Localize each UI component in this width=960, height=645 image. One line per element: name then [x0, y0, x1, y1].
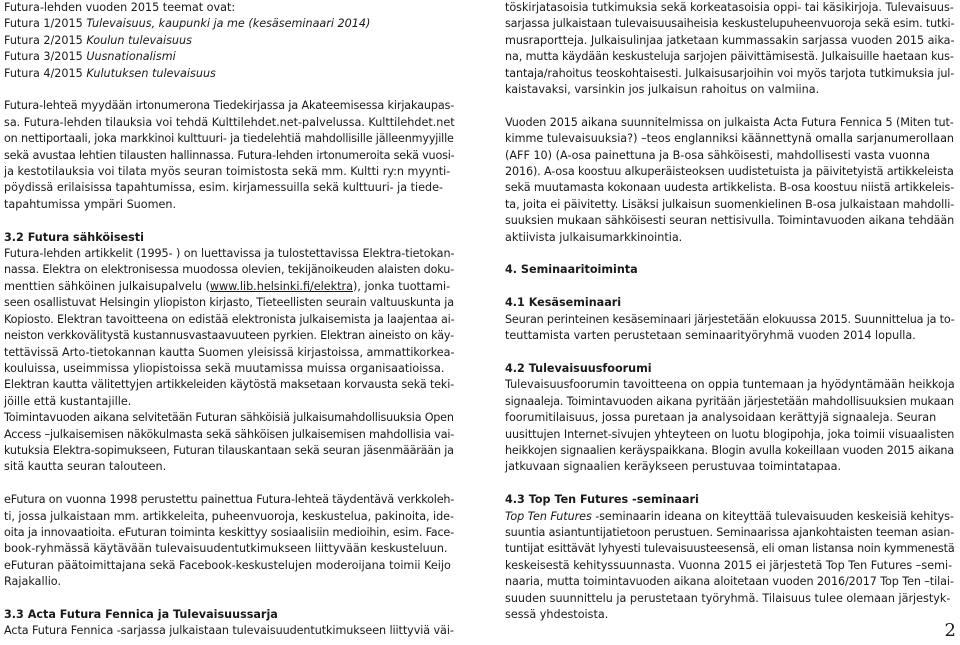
acta-paragraph [505, 115, 955, 246]
text-line: ti, jossa julkaistaan mm. artikkeleita, puheenvuoroja, keskustelua, pakinoita, ide- [4, 509, 454, 523]
text-line: tettävissä Arto-tietokannan kautta Suomen yleisissä kirjastoissa, ammattikorkea- [4, 345, 455, 359]
text-line [505, 509, 955, 525]
text-line: suuksien mukaan sähköisesti seuran nettisivulla. Toimintavuoden aikana tehdään [505, 214, 955, 228]
event-name: Top Ten Futures [505, 509, 592, 523]
text-line: tapahtumissa ympäri Suomen. [4, 197, 177, 211]
issue-number: Futura 2/2015 [4, 33, 87, 47]
text-line: naaria, mutta toimintavuoden aikana aloitetaan vuoden 2016/2017 Top Ten –tilai- [505, 575, 954, 589]
left-column [4, 0, 455, 640]
text-line: Futura-lehteä myydään irtonumerona Tiedekirjassa ja Akateemisessa kirjakaupas- [4, 99, 455, 113]
text-line: on nettiportaali, joka markkinoi kulttuuri- ja tiedelehtiä mahdollisille jälleenmyyjille [4, 132, 454, 146]
section-heading-3-2: 3.2 Futura sähköisesti [4, 230, 144, 244]
themes-heading: Futura-lehden vuoden 2015 teemat ovat: [4, 1, 236, 14]
text-line: aktiivista julkaisumarkkinointia. [505, 230, 683, 244]
text-line: foorumitilaisuus, jossa puretaan ja analysoidaan kerättyjä signaaleja. Seuran [505, 411, 937, 425]
text-line: na, mutta käydään keskusteluja sarjojen päivittämisestä. Julkaisuille haetaan kus- [505, 50, 954, 64]
text-line [4, 279, 455, 295]
text-line: Futura-lehden artikkelit (1995- ) on luettavissa ja tulostettavissa Elektra-tietokan- [4, 247, 455, 261]
text-line: Rajakallio. [4, 575, 62, 589]
section-heading-4-1: 4.1 Kesäseminaari [505, 296, 622, 310]
issue-item [4, 66, 455, 82]
right-column [505, 0, 955, 623]
text-line: sekä avustaa lehtien tilausten hallinnassa. Futura-lehden irtonumeroita sekä vuosi- [4, 148, 455, 162]
text-line: jöille että kustantajille. [4, 394, 132, 408]
text-line: ja kestotilauksia voi tilata myös seuran toimistosta sekä mm. Kultti ry:n myynti- [4, 165, 451, 179]
top-ten-paragraph [505, 509, 955, 624]
elektra-link[interactable]: www.lib.helsinki.fi/elektra [209, 279, 353, 293]
series-paragraph [505, 0, 955, 98]
text-line: suuntia asiantuntijatietoon perustuen. Seminaarissa ajankohtaisten teeman asian- [505, 525, 955, 539]
text-line: sa. Futura-lehden tilauksia voi tehdä Kulttilehdet.net-palvelussa. Kulttilehdet.net [4, 115, 455, 129]
text-line: töskirjatasoisia tutkimuksia sekä korkeatasoisia oppi- tai käsikirjoja. Tulevaisuus- [505, 1, 954, 14]
text-line: sarjassa julkaistaan tulevaisuusaiheisia keskustelupuheenvuoroja sekä esim. tutki- [505, 17, 955, 31]
text-line: Access –julkaisemisen näkökulmasta sekä sähköisen julkaisemisen mahdollisia vai- [4, 427, 455, 441]
text-span: -seminaarin ideana on kiteyttää tulevaisuuden keskeisiä kehitys- [591, 509, 954, 523]
text-line: sekä muutamasta kokonaan uudesta artikkelista. B-osa koostuu niistä artikkeleis- [505, 181, 955, 195]
issue-item [4, 49, 455, 65]
text-line: book-ryhmässä käytävään tulevaisuudentutkimukseen liittyvään keskusteluun. [4, 542, 448, 556]
text-line: Tulevaisuusfoorumin tavoitteena on oppia tuntemaan ja hyödyntämään heikkoja [505, 378, 955, 392]
text-line: Acta Futura Fennica -sarjassa julkaistaan tulevaisuudentutkimukseen liittyviä väi- [4, 624, 454, 638]
section-heading-4-2: 4.2 Tulevaisuusfoorumi [505, 361, 652, 375]
section-heading-3-3: 3.3 Acta Futura Fennica ja Tulevaisuussarja [4, 607, 278, 621]
text-line: kimme tulevaisuuksia?) –teos englanniksi käännettynä omalla sarjanumerollaan [505, 132, 955, 146]
text-line: oita ja innovaatioita. eFuturan toiminta keskittyy sosiaalisiin medioihin, esim. Face- [4, 525, 454, 539]
text-line: jatkuvaan signaalien keräykseen perustuvaa toimintatapaa. [505, 460, 842, 474]
text-line: signaaleja. Toimintavuoden aikana pyritään järjestetään mahdollisuuksien mukaan [505, 394, 954, 408]
text-line: Kopiosto. Elektran tavoitteena on edistää elektronista julkaisemista ja laajentaa ai- [4, 312, 455, 326]
text-line: keskeisestä kehityssuunnasta. Vuonna 2015 ei järjestetä Top Ten Futures –semi- [505, 558, 953, 572]
page-number: 2 [944, 620, 956, 641]
elektra-paragraph [4, 246, 455, 476]
text-line: Elektran kautta välitettyjen artikkeleiden käytöstä maksetaan korvausta sekä teki- [4, 378, 455, 392]
text-line: Vuoden 2015 aikana suunnitelmissa on julkaista Acta Futura Fennica 5 (Miten tut- [505, 115, 954, 129]
text-line: eFuturan päätoimittajana sekä Facebook-keskustelujen moderoijana toimii Keijo [4, 558, 451, 572]
text-line: kutuksia Elektra-sopimukseen, Futuran tilauskantaan sekä seuran jäsenmäärään ja [4, 443, 454, 457]
text-line: musraportteja. Julkaisulinjaa jatketaan kummassakin sarjassa vuoden 2015 aika- [505, 33, 955, 47]
text-line: sessä yhdestoista. [505, 607, 609, 621]
summer-seminar-paragraph [505, 312, 955, 345]
issue-theme: Tulevaisuus, kaupunki ja me (kesäseminaari 2014) [86, 17, 371, 31]
text-line: suuden suunnittelu ja perustetaan työryhmä. Tilaisuus tulee olemaan järjestyk- [505, 591, 951, 605]
text-line: pöydissä erilaisissa tapahtumissa, esim. kirjamessuilla sekä kulttuuri- ja tiede- [4, 181, 444, 195]
section-heading-4: 4. Seminaaritoiminta [505, 263, 638, 277]
text-line: eFutura on vuonna 1998 perustettu painettua Futura-lehteä täydentävä verkkoleh- [4, 493, 455, 507]
text-line: sitä kautta seuran talouteen. [4, 460, 167, 474]
text-line: (AFF 10) (A-osa painettuna ja B-osa sähköisesti, mahdollisesti vasta vuonna [505, 148, 930, 162]
text-line: ta, joita ei päivitetty. Lisäksi julkaisun suomenkielinen B-osa julkaistaan mahdolli- [505, 197, 955, 211]
issue-number: Futura 1/2015 [4, 17, 87, 31]
text-line: Toimintavuoden aikana selvitetään Futuran sähköisiä julkaisumahdollisuuksia Open [4, 411, 454, 425]
sales-paragraph [4, 98, 455, 213]
issue-item [4, 33, 455, 49]
section-heading-4-3: 4.3 Top Ten Futures -seminaari [505, 493, 699, 507]
text-line: heikkojen signaalien keräyspaikkana. Blogin avulla kokeillaan vuoden 2015 aikana [505, 443, 955, 457]
efutura-paragraph [4, 492, 455, 590]
issue-number: Futura 3/2015 [4, 50, 87, 64]
issue-theme: Kulutuksen tulevaisuus [86, 66, 216, 80]
issue-item [4, 16, 455, 32]
issue-number: Futura 4/2015 [4, 66, 87, 80]
issue-theme: Koulun tulevaisuus [86, 33, 192, 47]
text-line: kouluissa, useimmissa yliopistoissa sekä muutamissa muissa organisaatioissa. [4, 361, 445, 375]
text-line: kaistavaksi, varsinkin jos julkaisun rahoitus on valmiina. [505, 83, 820, 97]
text-line: tuntijat esittävät lyhyesti tulevaisuusteesensä, eli oman listansa noin kymmenestä [505, 542, 955, 556]
text-line: tantaja/rahoitus teoskohtaisesti. Julkaisusarjoihin voi myös tarjota tutkimuksia jul- [505, 66, 955, 80]
text-line: uusittujen Internet-sivujen yhteyteen on luotu blogipohja, joka toimii visuaalisten [505, 427, 955, 441]
text-line: nassa. Elektra on elektronisessa muodossa olevien, tekijänoikeuden alaisten doku- [4, 263, 455, 277]
text-line: teuttamista varten perustetaan seminaarityöryhmä vuoden 2014 lopulla. [505, 329, 916, 343]
text-line: neiston verkkovälitystä kustannusvastaavuuteen pyrkien. Elektran aineisto on käy- [4, 329, 454, 343]
text-line: 2016). A-osa koostuu alkuperäisteoksen uudistetuista ja päivitetyistä artikkeleista [505, 165, 954, 179]
issue-list [4, 16, 455, 82]
text-span: ), jonka tuottami- [353, 279, 451, 293]
issue-theme: Uusnationalismi [86, 50, 176, 64]
text-line: Seuran perinteinen kesäseminaari järjestetään elokuussa 2015. Suunnittelua ja to- [505, 312, 955, 326]
forum-paragraph [505, 377, 955, 475]
text-line: seen osallistuvat Helsingin yliopiston kirjasto, Tieteellisten seurain valtuuskunta ja [4, 296, 454, 310]
text-span: menttien sähköinen julkaisupalvelu ( [4, 279, 210, 293]
